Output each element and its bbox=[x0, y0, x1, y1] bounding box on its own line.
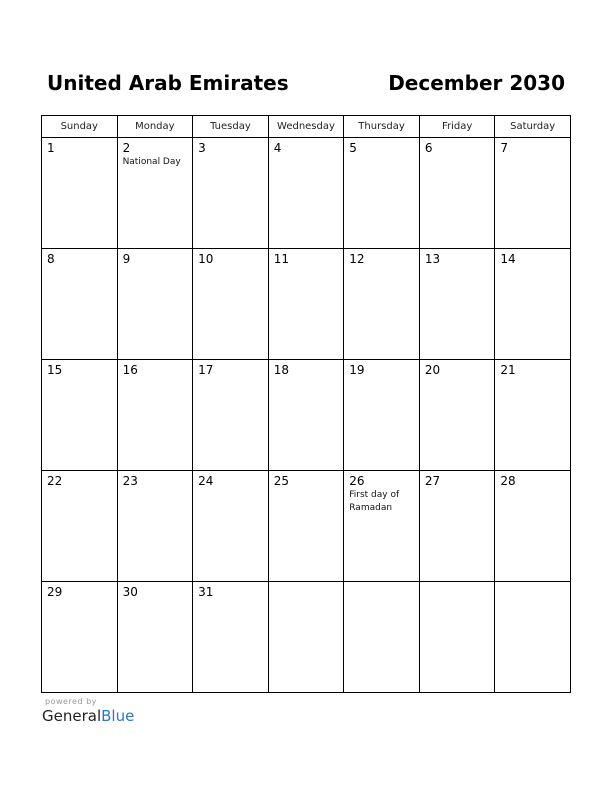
day-number bbox=[495, 582, 570, 585]
weekday-header: Tuesday bbox=[193, 116, 269, 138]
weekday-header-row bbox=[42, 116, 571, 138]
day-cell bbox=[117, 138, 193, 249]
day-number: 2 bbox=[122, 141, 131, 155]
empty-day-cell bbox=[344, 582, 420, 693]
day-cell bbox=[344, 249, 420, 360]
day-cell bbox=[117, 582, 193, 693]
weekday-header: Monday bbox=[117, 116, 193, 138]
day-number: 14 bbox=[500, 252, 516, 266]
logo-general: General bbox=[42, 707, 102, 725]
day-number: 15 bbox=[47, 363, 63, 377]
day-cell bbox=[193, 582, 269, 693]
day-cell bbox=[495, 138, 571, 249]
day-number: 4 bbox=[273, 141, 282, 155]
day-number: 23 bbox=[122, 474, 138, 488]
day-cell bbox=[419, 471, 495, 582]
day-number: 24 bbox=[198, 474, 214, 488]
empty-day-cell bbox=[268, 582, 344, 693]
day-number: 13 bbox=[424, 252, 441, 266]
day-cell bbox=[193, 249, 269, 360]
day-cell bbox=[42, 249, 118, 360]
branding bbox=[42, 697, 134, 725]
day-cell bbox=[42, 360, 118, 471]
day-cell bbox=[268, 138, 344, 249]
calendar-grid bbox=[41, 115, 571, 693]
calendar-body bbox=[42, 138, 571, 693]
week-row bbox=[42, 138, 571, 249]
day-number: 20 bbox=[424, 363, 441, 377]
empty-day-cell bbox=[419, 582, 495, 693]
day-cell bbox=[419, 138, 495, 249]
day-cell bbox=[193, 471, 269, 582]
day-number: 8 bbox=[47, 252, 55, 266]
day-number: 28 bbox=[500, 474, 516, 488]
day-cell bbox=[419, 360, 495, 471]
generalblue-logo[interactable] bbox=[42, 707, 134, 725]
day-number: 10 bbox=[198, 252, 214, 266]
day-number: 17 bbox=[198, 363, 214, 377]
day-number: 9 bbox=[122, 252, 131, 266]
week-row bbox=[42, 360, 571, 471]
day-number: 1 bbox=[47, 141, 55, 155]
day-number: 16 bbox=[122, 363, 138, 377]
day-number: 22 bbox=[47, 474, 63, 488]
day-number: 11 bbox=[273, 252, 289, 266]
country-title: United Arab Emirates bbox=[47, 71, 289, 95]
day-cell bbox=[419, 249, 495, 360]
holiday-label: National Day bbox=[122, 157, 181, 167]
empty-day-cell bbox=[495, 582, 571, 693]
day-cell bbox=[268, 471, 344, 582]
day-cell bbox=[344, 138, 420, 249]
month-title: December 2030 bbox=[388, 71, 565, 95]
day-cell bbox=[495, 249, 571, 360]
day-cell bbox=[117, 360, 193, 471]
week-row bbox=[42, 471, 571, 582]
day-number: 25 bbox=[273, 474, 289, 488]
day-number: 31 bbox=[198, 585, 214, 599]
day-number: 7 bbox=[500, 141, 509, 155]
weekday-header: Friday bbox=[419, 116, 495, 138]
day-cell bbox=[193, 138, 269, 249]
logo-blue: Blue bbox=[101, 707, 135, 725]
day-number: 18 bbox=[273, 363, 289, 377]
weekday-header: Thursday bbox=[344, 116, 420, 138]
day-number bbox=[269, 582, 344, 585]
day-cell bbox=[268, 360, 344, 471]
day-number: 29 bbox=[47, 585, 63, 599]
holiday-label: First day of Ramadan bbox=[349, 490, 400, 513]
day-cell bbox=[495, 360, 571, 471]
day-cell bbox=[117, 249, 193, 360]
day-number: 3 bbox=[198, 141, 206, 155]
weekday-header: Sunday bbox=[42, 116, 118, 138]
day-cell bbox=[42, 138, 118, 249]
weekday-header: Saturday bbox=[495, 116, 571, 138]
day-number: 21 bbox=[500, 363, 516, 377]
week-row bbox=[42, 582, 571, 693]
day-cell bbox=[193, 360, 269, 471]
day-cell bbox=[42, 471, 118, 582]
day-cell bbox=[495, 471, 571, 582]
day-number: 27 bbox=[424, 474, 441, 488]
day-cell bbox=[344, 360, 420, 471]
day-number: 19 bbox=[349, 363, 365, 377]
day-number: 26 bbox=[349, 474, 365, 488]
day-number: 12 bbox=[349, 252, 365, 266]
day-cell bbox=[268, 249, 344, 360]
day-number: 6 bbox=[424, 141, 433, 155]
day-cell bbox=[42, 582, 118, 693]
day-number bbox=[420, 582, 495, 585]
powered-by-text: powered by bbox=[45, 697, 97, 706]
day-cell bbox=[344, 471, 420, 582]
day-cell bbox=[117, 471, 193, 582]
day-number: 5 bbox=[349, 141, 357, 155]
day-number: 30 bbox=[122, 585, 138, 599]
week-row bbox=[42, 249, 571, 360]
day-number bbox=[344, 582, 419, 585]
weekday-header: Wednesday bbox=[268, 116, 344, 138]
